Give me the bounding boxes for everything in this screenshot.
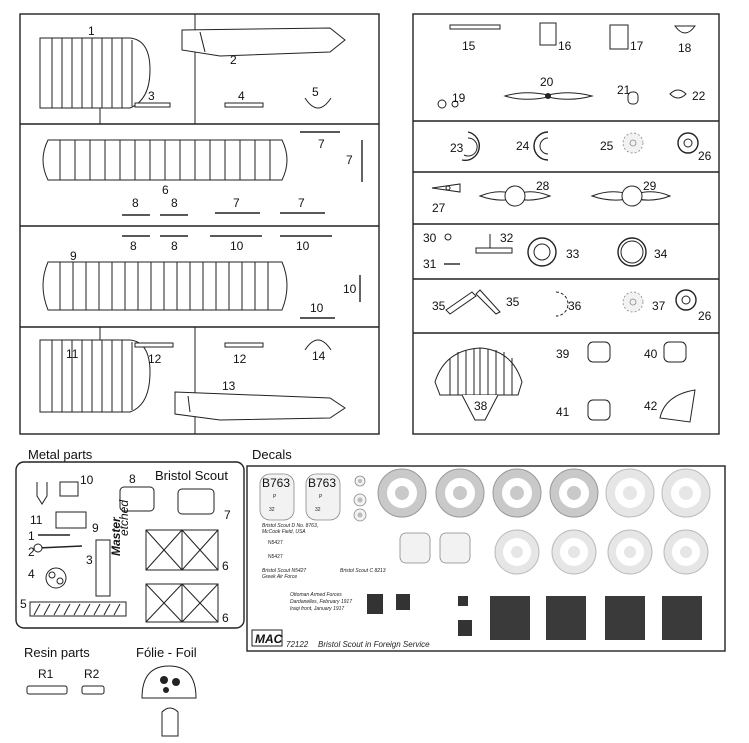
label-metal-11: 11 [30,513,43,527]
label-part-35a: 35 [432,299,446,313]
label-part-10a: 10 [230,239,244,253]
label-part-11: 11 [66,347,79,361]
label-metal-7: 7 [224,508,231,522]
label-metal-4: 4 [28,567,35,581]
decal-caption-scout-n: Bristol Scout N5427 [262,568,307,574]
label-part-7d: 7 [298,196,305,210]
part-29-propeller [592,186,670,206]
label-part-3: 3 [148,89,155,103]
label-part-33: 33 [566,247,580,261]
label-part-14: 14 [312,349,326,363]
part-26-cowl-front-b [676,290,696,310]
label-part-17: 17 [630,39,644,53]
label-part-12a: 12 [148,352,162,366]
part-20-propeller [505,93,592,100]
part-35-strut-a [446,292,476,314]
foil-instrument-panel [142,666,196,698]
label-metal-8: 8 [129,472,136,486]
decal-small-roundels [354,476,366,521]
label-part-8b: 8 [171,196,178,210]
metal-part-10 [60,482,78,496]
metal-part-6-upper [146,530,218,570]
decal-roundels-middle [495,530,708,574]
label-part-35b: 35 [506,295,520,309]
label-part-13: 13 [222,379,236,393]
label-part-39: 39 [556,347,570,361]
label-part-2: 2 [230,53,237,67]
resin-part-r1 [27,686,67,694]
metal-part-4-instrument [46,568,66,588]
part-13-fuselage-half [175,392,345,420]
label-part-10c: 10 [343,282,357,296]
label-part-23: 23 [450,141,464,155]
label-metal-6a: 6 [222,559,229,573]
part-6-upper-wing [43,140,287,180]
part-1-wing-panel [40,38,150,108]
label-part-26b: 26 [698,309,712,323]
logo-line-2: Master [109,517,123,556]
part-26-cowl-front-a [678,133,698,153]
part-23-cowling-ring [462,132,479,160]
decal-caption-scout-c: Bristol Scout C 8213 [340,568,386,574]
part-5-skid [305,98,331,108]
decals-section [247,447,725,651]
decal-roundels-large [378,469,710,517]
decal-text-p1: P [273,494,277,500]
label-part-6: 6 [162,183,169,197]
metal-part-2 [34,544,82,552]
part-40-panel [664,342,686,362]
label-part-24: 24 [516,139,530,153]
decal-text-p2: P [319,494,323,500]
metal-part-5-strip [30,602,126,616]
label-part-41: 41 [556,405,570,419]
label-metal-10: 10 [80,473,94,487]
metal-parts-section [16,447,244,628]
decal-catalog-number: 72122 [286,640,309,649]
part-3-strut [135,103,170,107]
decal-catalog-title: Bristol Scout in Foreign Service [318,640,430,649]
part-33-ring [528,238,556,266]
label-part-16: 16 [558,39,572,53]
part-17-panel [610,25,628,49]
label-part-4: 4 [238,89,245,103]
part-37-engine [623,292,643,312]
decal-text-n5427a: N5427 [268,540,283,546]
label-metal-3: 3 [86,553,93,567]
label-part-8a: 8 [132,196,139,210]
label-metal-5: 5 [20,597,27,611]
part-35-strut-b [476,290,500,314]
label-metal-9: 9 [92,521,99,535]
decal-grey-panels [400,533,470,563]
decal-text-32a: 32 [269,507,275,513]
part-15 [450,25,500,29]
label-part-18: 18 [678,41,692,55]
label-part-38: 38 [474,399,488,413]
label-part-1: 1 [88,24,95,38]
decal-caption-scout-a: Bristol Scout D No. 8763, [262,523,319,529]
metal-part-6-lower [146,584,218,622]
sprue-right [413,14,719,434]
resin-parts-section [24,645,104,694]
label-resin-r2: R2 [84,667,100,681]
label-part-9: 9 [70,249,77,263]
label-metal-1: 1 [28,529,35,543]
part-12-strut-b [225,343,263,347]
logo-line-1: etched [117,499,131,536]
part-42-rudder [660,390,695,422]
part-18-cowl [675,26,695,33]
decal-ottoman-squares [367,594,702,640]
part-11-wing-panel [40,340,150,412]
label-part-29: 29 [643,179,657,193]
label-part-7c: 7 [233,196,240,210]
decal-caption-greek: Greek Air Force [262,574,298,580]
part-12-strut-a [135,343,173,347]
decal-caption-ottoman: Ottoman Armed Forces [290,592,342,598]
label-part-40: 40 [644,347,658,361]
label-part-12b: 12 [233,352,247,366]
mac-logo-text: MAC [255,632,283,646]
label-part-8c: 8 [130,239,137,253]
part-25-engine [623,133,643,153]
sprue-left [20,14,379,434]
label-part-7a: 7 [318,137,325,151]
label-metal-6b: 6 [222,611,229,625]
label-part-19: 19 [452,91,466,105]
decal-caption-dardanelles: Dardanelles, February 1917 [290,599,352,605]
part-2-fuselage-half [182,28,345,56]
part-24-cowling [534,132,548,160]
label-part-5: 5 [312,85,319,99]
part-4-strut [225,103,263,107]
part-9-lower-wing [43,262,287,310]
part-34-ring [618,238,646,266]
label-part-10b: 10 [296,239,310,253]
label-part-32: 32 [500,231,514,245]
decals-heading: Decals [252,447,292,462]
label-part-36: 36 [568,299,582,313]
part-16-panel [540,23,556,45]
decal-text-b763a: B763 [262,476,291,490]
decal-text-b763b: B763 [308,476,337,490]
part-39-panel [588,342,610,362]
label-part-7b: 7 [346,153,353,167]
metal-part-3-seat [96,540,110,596]
label-part-21: 21 [617,83,631,97]
label-resin-r1: R1 [38,667,54,681]
decal-text-n5427b: N5427 [268,554,283,560]
metal-part-9 [56,512,86,528]
label-part-37: 37 [652,299,666,313]
decal-caption-scout-a2: McCook Field, USA [262,529,306,535]
etched-master-logo [109,500,131,556]
foil-windscreen [162,708,178,736]
label-part-10d: 10 [310,301,324,315]
part-30 [445,234,451,240]
resin-parts-heading: Resin parts [24,645,90,660]
decal-caption-iraqi: Iraqi front, January 1917 [290,606,345,612]
label-part-27: 27 [432,201,446,215]
label-part-30: 30 [423,231,437,245]
label-part-22: 22 [692,89,706,103]
metal-parts-heading: Metal parts [28,447,93,462]
decal-text-32b: 32 [315,507,321,513]
part-22-cowl [670,90,686,98]
label-part-15: 15 [462,39,476,53]
label-part-34: 34 [654,247,668,261]
metal-part-11 [37,482,47,504]
part-36-cowl [556,292,568,316]
metal-fret-title: Bristol Scout [155,468,228,483]
label-part-25: 25 [600,139,614,153]
label-part-20: 20 [540,75,554,89]
label-part-42: 42 [644,399,658,413]
part-41-panel [588,400,610,420]
label-part-28: 28 [536,179,550,193]
label-metal-2: 2 [28,545,35,559]
part-27 [432,184,460,192]
metal-part-8-b [178,489,214,514]
label-part-31: 31 [423,257,437,271]
foil-heading: Fólie - Foil [136,645,197,660]
resin-part-r2 [82,686,104,694]
foil-section [136,645,197,736]
label-part-8d: 8 [171,239,178,253]
label-part-26a: 26 [698,149,712,163]
